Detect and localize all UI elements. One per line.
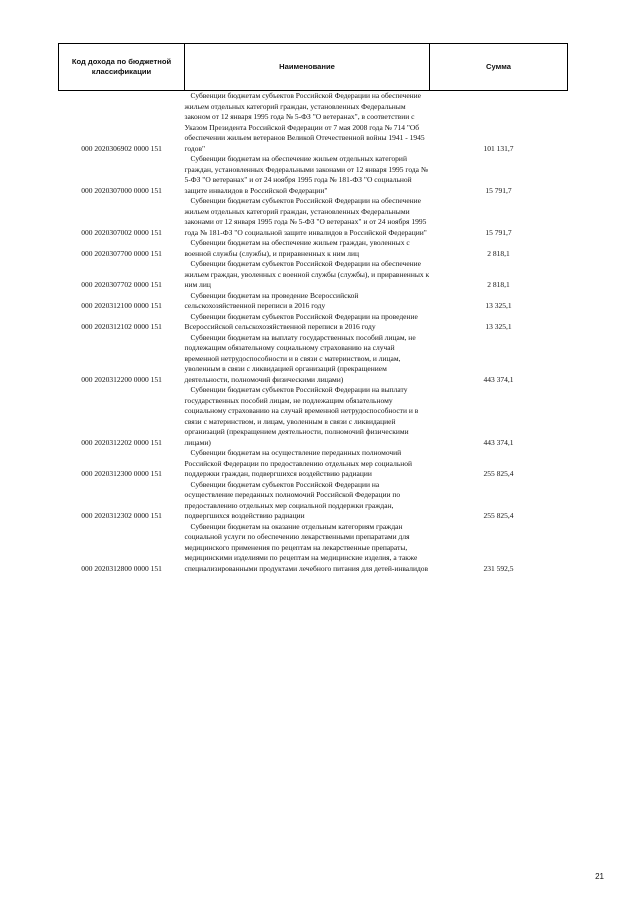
revenue-code: 000 2020312100 0000 151 xyxy=(81,301,162,310)
revenue-name-cell xyxy=(185,238,430,259)
revenue-code: 000 2020307002 0000 151 xyxy=(81,227,162,237)
revenue-name-cell xyxy=(185,312,430,333)
revenue-code: 000 2020312302 0000 151 xyxy=(81,511,162,520)
revenue-name: Субвенции бюджетам субъектов Российской Федерации на обеспечение жильем граждан, уволенных с военной службы (службы), и приравненных к ним лиц xyxy=(184,259,430,289)
revenue-code: 000 2020312102 0000 151 xyxy=(81,322,162,331)
table-row xyxy=(59,259,568,291)
revenue-name-cell xyxy=(185,522,430,575)
header-code: Код дохода по бюджетной классификации xyxy=(59,44,185,91)
revenue-sum: 101 131,7 xyxy=(483,143,514,153)
revenue-sum: 13 325,1 xyxy=(485,322,512,331)
revenue-code: 000 2020312300 0000 151 xyxy=(81,469,162,478)
revenue-name-cell xyxy=(185,448,430,480)
table-row xyxy=(59,385,568,448)
revenue-sum: 2 818,1 xyxy=(487,280,510,289)
revenue-name-cell xyxy=(185,91,430,155)
budget-revenue-table xyxy=(58,43,568,574)
revenue-name-cell xyxy=(185,154,430,196)
revenue-name: Субвенции бюджетам на оказание отдельным категориям граждан социальной услуги по обеспечению лекарственными препаратами для медицинского применения по рецептам на лекарственные препараты, медицинскими изделиями по рецептам на медицинские изделия, а также специализированными продуктами лечебного питания для детей-инвалидов xyxy=(184,521,429,573)
table-row xyxy=(59,448,568,480)
revenue-name: Субвенции бюджетам на обеспечение жильем граждан, уволенных с военной службы (службы), и приравненных к ним лиц xyxy=(184,238,410,258)
revenue-name: Субвенции бюджетам на обеспечение жильем отдельных категорий граждан, установленных Федеральными законами от 12 января 1995 года № 5-ФЗ "О ветеранах" и от 24 ноября 1995 года № 181-ФЗ "О социальной защите инвалидов в Российской Федерации" xyxy=(184,154,429,195)
revenue-code: 000 2020312202 0000 151 xyxy=(81,437,162,447)
revenue-name: Субвенции бюджетам на проведение Всероссийской сельскохозяйственной переписи в 2016 году xyxy=(184,290,359,310)
table-row xyxy=(59,91,568,155)
table-row xyxy=(59,291,568,312)
table-body xyxy=(59,91,568,575)
revenue-sum: 255 825,4 xyxy=(483,469,514,478)
revenue-name-cell xyxy=(185,291,430,312)
header-sum: Сумма xyxy=(430,44,568,91)
table-row xyxy=(59,238,568,259)
revenue-name: Субвенции бюджетам субъектов Российской Федерации на обеспечение жильем отдельных категорий граждан, установленных Федеральными законами от 12 января 1995 года № 5-ФЗ "О ветеранах" и от 24 ноября 1995 года № 181-ФЗ "О социальной защите инвалидов в Российской Федерации" xyxy=(184,196,427,237)
revenue-sum: 255 825,4 xyxy=(483,511,514,520)
revenue-name: Субвенции бюджетам на осуществление переданных полномочий Российской Федерации по предоставлению отдельных мер социальной поддержки граждан, подвергшихся воздействию радиации xyxy=(184,448,413,478)
revenue-name: Субвенции бюджетам субъектов Российской Федерации на выплату государственных пособий лицам, не подлежащим обязательному социальному страхованию на случай временной нетрудоспособности и в связи с материнством, и лицам, уволенным в связи с ликвидацией организаций (прекращением деятельности, полномочий физическими лицами) xyxy=(184,385,419,447)
revenue-sum: 231 592,5 xyxy=(483,563,514,573)
revenue-code: 000 2020307000 0000 151 xyxy=(81,185,162,195)
revenue-name-cell xyxy=(185,259,430,291)
revenue-code: 000 2020306902 0000 151 xyxy=(81,143,162,153)
revenue-sum: 443 374,1 xyxy=(483,374,514,384)
table-row xyxy=(59,154,568,196)
revenue-name-cell xyxy=(185,480,430,522)
revenue-name: Субвенции бюджетам субъектов Российской Федерации на осуществление переданных полномочий Российской Федерации по предоставлению отдельных мер социальной поддержки граждан, подвергшихся воздействию радиации xyxy=(184,479,401,520)
table-row xyxy=(59,480,568,522)
page-number: 21 xyxy=(595,872,604,881)
table-row xyxy=(59,196,568,238)
revenue-name-cell xyxy=(185,196,430,238)
revenue-code: 000 2020307700 0000 151 xyxy=(81,248,162,258)
revenue-code: 000 2020312200 0000 151 xyxy=(81,374,162,384)
revenue-sum: 15 791,7 xyxy=(485,185,512,195)
revenue-sum: 2 818,1 xyxy=(487,248,510,258)
revenue-sum: 13 325,1 xyxy=(485,301,512,310)
revenue-code: 000 2020307702 0000 151 xyxy=(81,280,162,289)
revenue-sum: 15 791,7 xyxy=(485,227,512,237)
revenue-code: 000 2020312800 0000 151 xyxy=(81,563,162,573)
header-name: Наименование xyxy=(185,44,430,91)
table-row xyxy=(59,333,568,386)
table-row xyxy=(59,312,568,333)
revenue-name: Субвенции бюджетам субъектов Российской Федерации на проведение Всероссийской сельскохозяйственной переписи в 2016 году xyxy=(184,311,418,331)
revenue-sum: 443 374,1 xyxy=(483,437,514,447)
revenue-name: Субвенции бюджетам на выплату государственных пособий лицам, не подлежащим обязательному социальному страхованию на случай временной нетрудоспособности и в связи с материнством, и лицам, уволенным в связи с ликвидацией организаций (прекращением деятельности, полномочий физическими лицами) xyxy=(184,332,416,384)
revenue-name-cell xyxy=(185,385,430,448)
revenue-name-cell xyxy=(185,333,430,386)
revenue-name: Субвенции бюджетам субъектов Российской Федерации на обеспечение жильем отдельных категорий граждан, установленных Федеральным законом от 12 января 1995 года № 5-ФЗ "О ветеранах", в соответствии с Указом Президента Российской Федерации от 7 мая 2008 года № 714 "Об обеспечении жильем ветеранов Великой Отечественной войны 1941 - 1945 годов" xyxy=(184,91,425,153)
table-header-row xyxy=(59,44,568,91)
table-row xyxy=(59,522,568,575)
